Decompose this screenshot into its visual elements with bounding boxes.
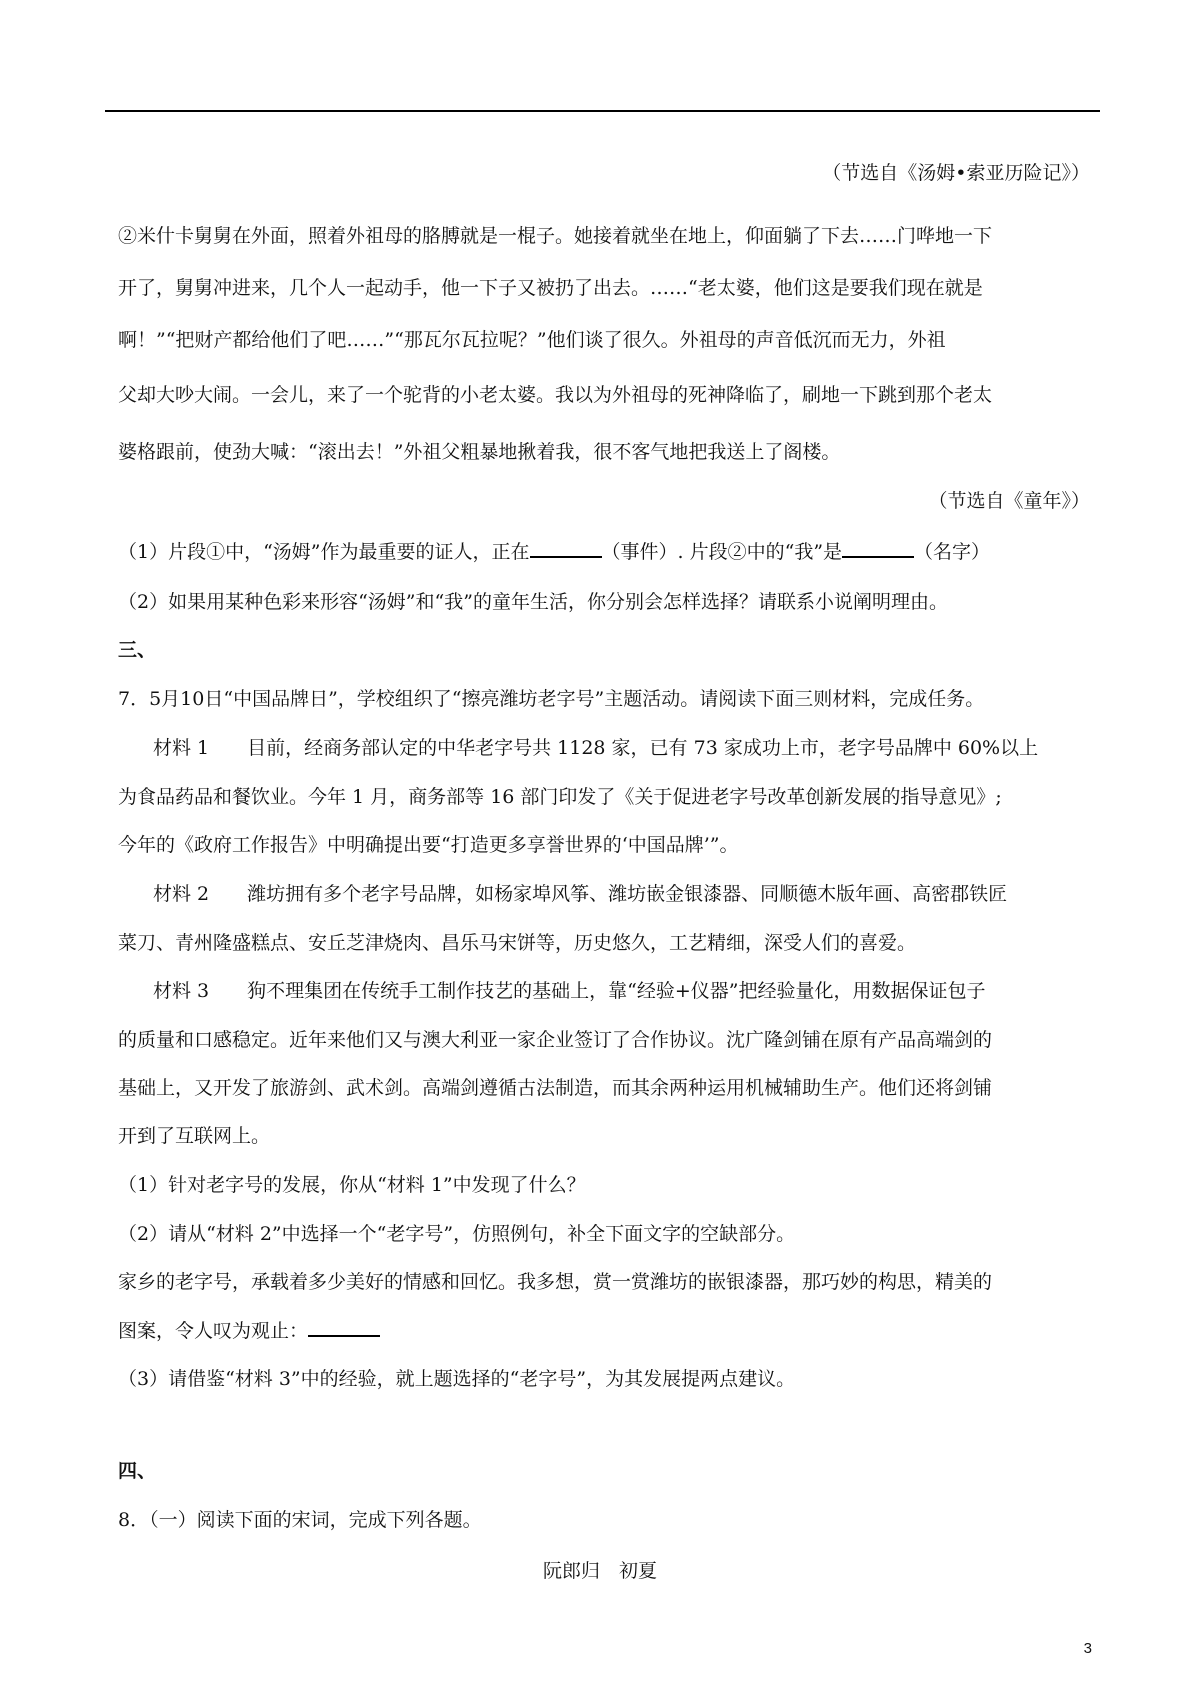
question-8-intro: 8．（一）阅读下面的宋词，完成下列各题。: [118, 1509, 482, 1531]
source-citation-childhood: （节选自《童年》）: [928, 490, 1090, 512]
passage2-line-2: 开了，舅舅冲进来，几个人一起动手，他一下子又被扔了出去。……“老太婆，他们这是要我们现在就是: [118, 277, 983, 299]
answer-blank-name[interactable]: [842, 538, 914, 558]
question-7-2-example-line-1: 家乡的老字号，承载着多少美好的情感和回忆。我多想，赏一赏潍坊的嵌银漆器，那巧妙的构思，精美的: [118, 1271, 993, 1293]
poem-title: 阮郎归 初夏: [542, 1560, 657, 1582]
source-citation-tom-sawyer: （节选自《汤姆•索亚历险记》）: [822, 162, 1090, 184]
question-7-1: （1）针对老字号的发展，你从“材料 1”中发现了什么？: [118, 1174, 586, 1196]
material-3-line-3: 基础上，又开发了旅游剑、武术剑。高端剑遵循古法制造，而其余两种运用机械辅助生产。他们还将剑铺: [118, 1077, 993, 1099]
material-3-line-1: 材料 3 狗不理集团在传统手工制作技艺的基础上，靠“经验+仪器”把经验量化，用数据保证包子: [153, 980, 986, 1002]
passage2-line-4: 父却大吵大闹。一会儿，来了一个驼背的小老太婆。我以为外祖母的死神降临了，刷地一下跳到那个老太: [118, 384, 993, 406]
material-1-line-1: 材料 1 目前，经商务部认定的中华老字号共 1128 家，已有 73 家成功上市，老字号品牌中 60%以上: [153, 737, 1039, 759]
material-3-line-4: 开到了互联网上。: [118, 1125, 271, 1147]
section-heading-4: 四、: [118, 1460, 157, 1482]
material-3-line-2: 的质量和口感稳定。近年来他们又与澳大利亚一家企业签订了合作协议。沈广隆剑铺在原有产品高端剑的: [118, 1029, 993, 1051]
material-2-line-2: 菜刀、青州隆盛糕点、安丘芝津烧肉、昌乐马宋饼等，历史悠久，工艺精细，深受人们的喜爱。: [118, 932, 917, 954]
question-6-1-part-c: （名字）: [914, 541, 991, 563]
material-1-line-3: 今年的《政府工作报告》中明确提出要“打造更多享誉世界的‘中国品牌’”。: [118, 834, 739, 856]
passage2-line-1: ②米什卡舅舅在外面，照着外祖母的胳膊就是一棍子。她接着就坐在地上，仰面躺了下去……门哗地一下: [118, 225, 993, 247]
question-7-2: （2）请从“材料 2”中选择一个“老字号”，仿照例句，补全下面文字的空缺部分。: [118, 1223, 796, 1245]
question-7-2-example-line-2: [118, 1316, 380, 1343]
question-7-2-example-text: 图案，令人叹为观止：: [118, 1320, 309, 1342]
material-2-line-1: 材料 2 潍坊拥有多个老字号品牌，如杨家埠风筝、潍坊嵌金银漆器、同顺德木版年画、高密郡铁匠: [153, 883, 1008, 905]
question-7-3: （3）请借鉴“材料 3”中的经验，就上题选择的“老字号”，为其发展提两点建议。: [118, 1368, 796, 1390]
page-number: 3: [1083, 1640, 1092, 1657]
top-rule: [105, 110, 1100, 112]
passage2-line-3: 啊！”“把财产都给他们了吧……”“那瓦尔瓦拉呢？”他们谈了很久。外祖母的声音低沉而无力，外祖: [118, 329, 946, 351]
material-1-line-2: 为食品药品和餐饮业。今年 1 月，商务部等 16 部门印发了《关于促进老字号改革创新发展的指导意见》;: [118, 786, 1002, 808]
answer-blank-event[interactable]: [530, 538, 602, 558]
question-7-intro: 7．5月10日“中国品牌日”，学校组织了“擦亮潍坊老字号”主题活动。请阅读下面三则材料，完成任务。: [118, 688, 985, 710]
passage2-line-5: 婆格跟前，使劲大喊：“滚出去！”外祖父粗暴地揪着我，很不客气地把我送上了阁楼。: [118, 441, 841, 463]
question-6-1-part-a: （1）片段①中，“汤姆”作为最重要的证人，正在: [118, 541, 530, 563]
answer-blank-imitation[interactable]: [308, 1317, 380, 1337]
section-heading-3: 三、: [118, 639, 157, 661]
question-6-2: （2）如果用某种色彩来形容“汤姆”和“我”的童年生活，你分别会怎样选择？请联系小说阐明理由。: [118, 591, 948, 613]
question-6-1-part-b: （事件）. 片段②中的“我”是: [601, 541, 843, 563]
question-6-1: [118, 537, 990, 564]
